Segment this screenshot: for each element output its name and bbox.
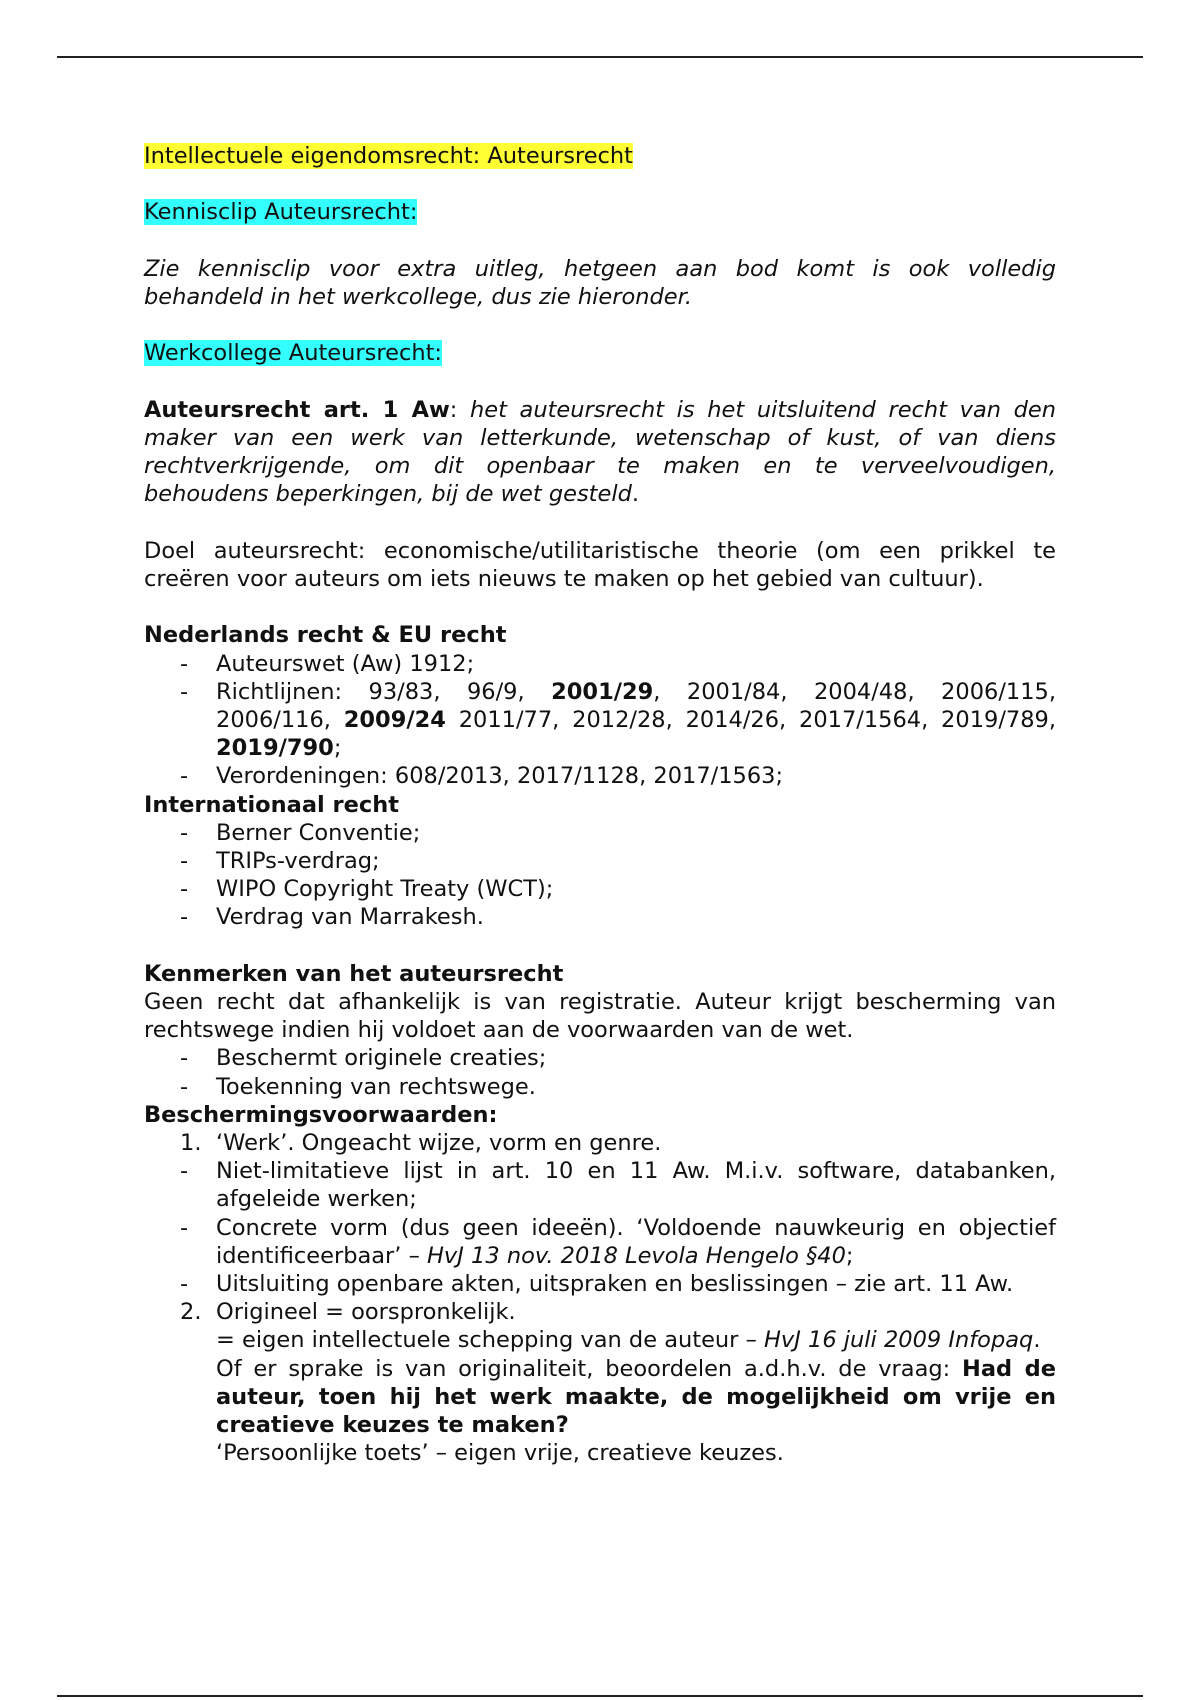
list-item: - Beschermt originele creaties;	[180, 1045, 547, 1072]
bescherming-heading: Beschermingsvoorwaarden:	[144, 1101, 498, 1128]
nl-eu-heading: Nederlands recht & EU recht	[144, 622, 507, 649]
bescherming-list-2	[144, 1298, 1056, 1326]
list-item: - Concrete vorm (dus geen ideeën). ‘Voldoende nauwkeurig en objectief identificeerbaar’ – HvJ 13 nov. 2018 Levola Hengelo §40;	[180, 1214, 1056, 1269]
kennisclip-heading: Kennisclip Auteursrecht:	[144, 199, 418, 226]
footer-rule	[57, 1695, 1143, 1697]
list-item: - Auteurswet (Aw) 1912;	[180, 650, 475, 677]
list-item: - Berner Conventie;	[180, 819, 421, 846]
bescherming-list	[144, 1129, 1056, 1157]
internationaal-heading: Internationaal recht	[144, 791, 400, 818]
list-item: - Richtlijnen: 93/83, 96/9, 2001/29, 2001/84, 2004/48, 2006/115, 2006/116, 2009/24 2011/77, 2012/28, 2014/26, 2017/1564, 2019/789, 2019/790;	[180, 678, 1056, 762]
list-item: - Uitsluiting openbare akten, uitspraken en beslissingen – zie art. 11 Aw.	[180, 1271, 1014, 1298]
document-title: Intellectuele eigendomsrecht: Auteursrecht	[144, 143, 634, 169]
werk-sublist	[144, 1157, 1056, 1298]
kennisclip-text: Zie kennisclip voor extra uitleg, hetgeen aan bod komt is ook volledig behandeld in het werkcollege, dus zie hieronder.	[144, 255, 1056, 310]
originaliteit-vraag: Of er sprake is van originaliteit, beoordelen a.d.h.v. de vraag: Had de auteur, toen hij het werk maakte, de mogelijkheid om vrije en creatieve keuzes te maken?	[216, 1355, 1056, 1439]
document-body	[144, 142, 1056, 1467]
list-item: - TRIPs-verdrag;	[180, 847, 380, 874]
internationaal-list	[144, 819, 1056, 932]
kenmerken-text: Geen recht dat afhankelijk is van registratie. Auteur krijgt bescherming van rechtswege indien hij voldoet aan de voorwaarden van de wet.	[144, 988, 1056, 1044]
list-item: - Toekenning van rechtswege.	[180, 1073, 536, 1100]
werkcollege-heading: Werkcollege Auteursrecht:	[144, 340, 442, 367]
list-item: - WIPO Copyright Treaty (WCT);	[180, 876, 554, 903]
persoonlijke-toets: ‘Persoonlijke toets’ – eigen vrije, creatieve keuzes.	[216, 1440, 784, 1467]
numbered-item-origineel: 2. Origineel = oorspronkelijk.	[180, 1299, 516, 1326]
list-item: - Verordeningen: 608/2013, 2017/1128, 2017/1563;	[180, 763, 784, 790]
doel-paragraph: Doel auteursrecht: economische/utilitaristische theorie (om een prikkel te creëren voor auteurs om iets nieuws te maken op het gebied van cultuur).	[144, 537, 1056, 592]
header-rule	[57, 56, 1143, 58]
kenmerken-heading: Kenmerken van het auteursrecht	[144, 960, 564, 987]
numbered-item-werk: 1. ‘Werk’. Ongeacht wijze, vorm en genre.	[180, 1130, 662, 1156]
infopaq-line: = eigen intellectuele schepping van de auteur – HvJ 16 juli 2009 Infopaq.	[216, 1327, 1041, 1354]
nl-eu-list	[144, 650, 1056, 791]
list-item: - Niet-limitatieve lijst in art. 10 en 11 Aw. M.i.v. software, databanken, afgeleide werken;	[180, 1158, 1056, 1213]
kenmerken-list	[144, 1044, 1056, 1100]
definition-paragraph: Auteursrecht art. 1 Aw: het auteursrecht is het uitsluitend recht van den maker van een werk van letterkunde, wetenschap of kust, of van diens rechtverkrijgende, om dit openbaar te maken en te verveelvoudigen, behoudens beperkingen, bij de wet gesteld.	[144, 396, 1057, 508]
list-item: - Verdrag van Marrakesh.	[180, 904, 484, 931]
